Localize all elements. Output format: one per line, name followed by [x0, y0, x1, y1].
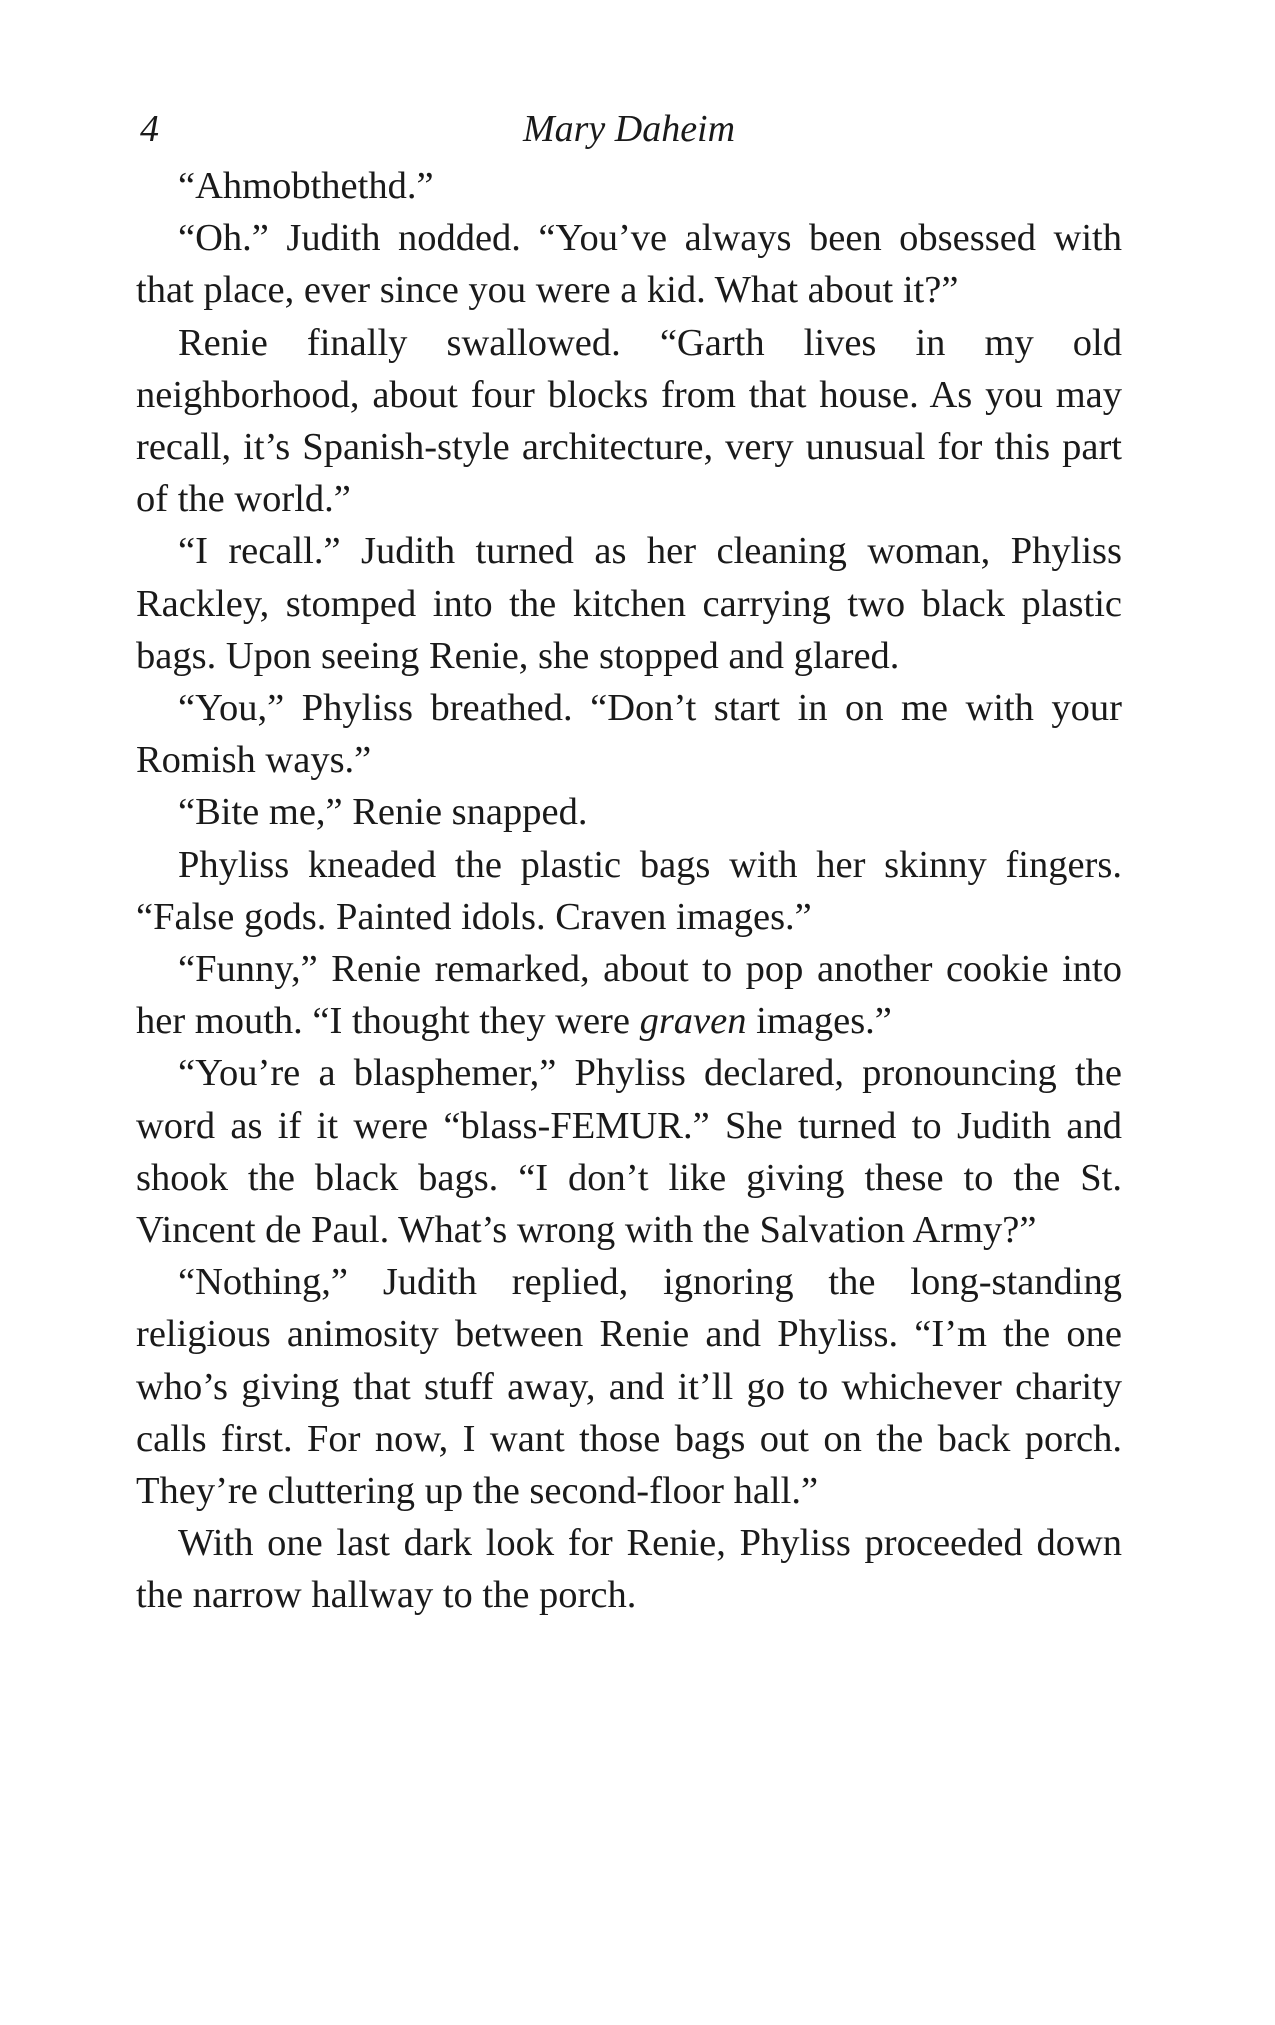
paragraph: “Ahmobthethd.”: [178, 165, 434, 207]
paragraph: “I recall.” Judith turned as her cleaning woman, Phyliss Rackley, stomped into the kitchen carrying two black plastic bags. Upon seeing Renie, she stopped and glared.: [136, 530, 1122, 677]
emphasized-word: graven: [639, 1000, 747, 1043]
paragraph-text: “Funny,” Renie remarked, about to pop another cookie into her mouth. “I thought they were: [136, 948, 1122, 1043]
body-text: [136, 160, 1122, 1622]
paragraph: Phyliss kneaded the plastic bags with her skinny fingers. “False gods. Painted idols. Craven images.”: [136, 843, 1122, 938]
running-head-author: Mary Daheim: [522, 108, 736, 150]
paragraph: “Oh.” Judith nodded. “You’ve always been obsessed with that place, ever since you were a kid. What about it?”: [136, 217, 1122, 312]
paragraph: “Nothing,” Judith replied, ignoring the long-standing religious animosity between Renie and Phyliss. “I’m the one who’s giving that stuff away, and it’ll go to whichever charity calls first. For now, I want those bags out on the back porch. They’re cluttering up the second-floor hall.”: [136, 1261, 1122, 1513]
book-page: [136, 0, 1122, 2025]
paragraph: With one last dark look for Renie, Phyliss proceeded down the narrow hallway to the porch.: [136, 1522, 1122, 1617]
paragraph: “You’re a blasphemer,” Phyliss declared, pronouncing the word as if it were “blass-FEMUR.” She turned to Judith and shook the black bags. “I don’t like giving these to the St. Vincent de Paul. What’s wrong with the Salvation Army?”: [136, 1052, 1122, 1252]
paragraph: Renie finally swallowed. “Garth lives in my old neighborhood, about four blocks from that house. As you may recall, it’s Spanish-style architecture, very unusual for this part of the world.”: [136, 321, 1122, 521]
paragraph: [136, 943, 1122, 1047]
running-head: [136, 104, 1122, 154]
paragraph-text: images.”: [746, 1000, 892, 1043]
paragraph: “You,” Phyliss breathed. “Don’t start in on me with your Romish ways.”: [136, 687, 1122, 782]
paragraph: “Bite me,” Renie snapped.: [178, 791, 588, 834]
page-number: 4: [140, 108, 159, 150]
